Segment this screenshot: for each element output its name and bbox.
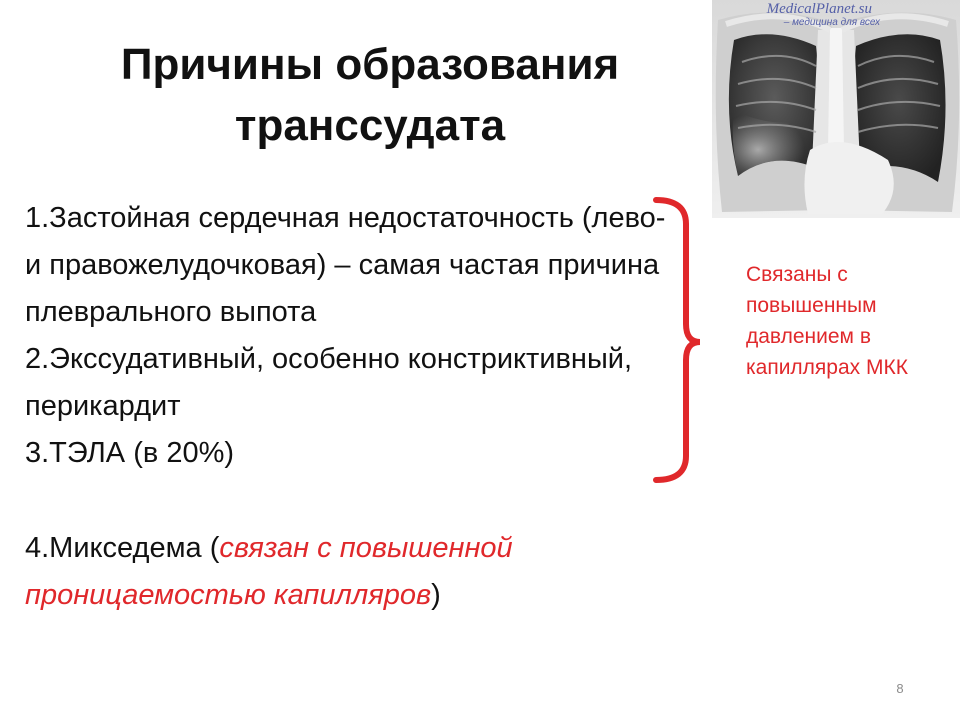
image-watermark: MedicalPlanet.su (766, 1, 872, 17)
image-watermark-tagline: – медицина для всех (783, 17, 880, 28)
item-4-suffix: ) (431, 579, 441, 611)
chest-xray-graphic (712, 0, 960, 218)
list-item: 3.ТЭЛА (в 20%) (25, 437, 235, 469)
causes-list (25, 195, 675, 619)
title-line-2: транссудата (234, 101, 506, 150)
list-item (25, 525, 675, 619)
item-4-highlight: связан с повышенной проницаемостью капилляров (25, 532, 513, 611)
item-4-prefix: 4.Микседема ( (25, 532, 220, 564)
list-item: 2.Экссудативный, особенно констриктивный, перикардит (25, 343, 633, 422)
list-item: 1.Застойная сердечная недостаточность (лево- и правожелудочковая) – самая частая причина плеврального выпота (25, 202, 666, 328)
curly-brace-icon (650, 194, 700, 486)
slide-title (40, 34, 700, 156)
chest-xray-image (712, 0, 960, 218)
brace-annotation: Связаны с повышенным давлением в капиллярах МКК (746, 263, 908, 379)
page-number: 8 (896, 681, 904, 696)
title-line-1: Причины образования (120, 40, 620, 89)
